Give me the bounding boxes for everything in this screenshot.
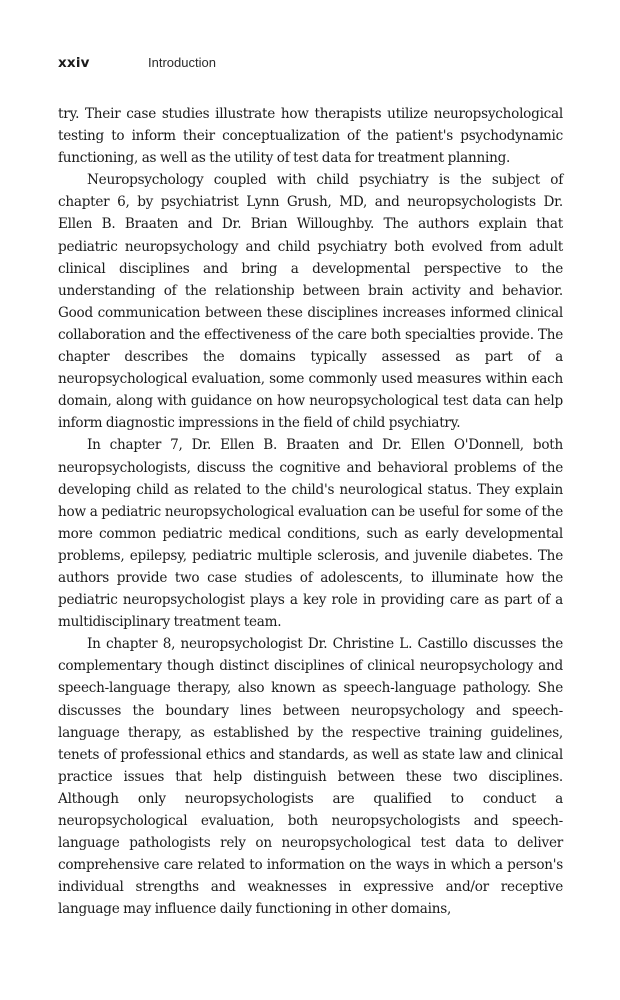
paragraph-chapter-6: Neuropsychology coupled with child psychiatry is the subject of chapter 6, by psychiatrist Lynn Grush, MD, and neuropsychologists Dr. Ellen B. Braaten and Dr. Brian Willoughby. The authors explain that pediatric neuropsychology and child psychiatry both evolved from adult clinical disciplines and bring a developmental perspective to the understanding of the relationship between brain activity and behavior. Good communication between these disciplines increases informed clinical collaboration and the effectiveness of the care both specialties provide. The chapter describes the domains typically assessed as part of a neuropsychological evaluation, some commonly used measures within each domain, along with guidance on how neuropsychological test data can help inform diagnostic impressions in the field of child psychiatry. [58,172,563,432]
page-number: xxiv [58,55,90,71]
running-head [58,55,563,75]
body-text [58,103,563,920]
paragraph-chapter-8: In chapter 8, neuropsychologist Dr. Christine L. Castillo discusses the complementary though distinct disciplines of clinical neuropsychology and speech-language therapy, also known as speech-language pathology. She discusses the boundary lines between neuropsychology and speech-language therapy, as established by the respective training guidelines, tenets of professional ethics and standards, as well as state law and clinical practice issues that help distinguish between these two disciplines. Although only neuropsychologists are qualified to conduct a neuropsychological evaluation, both neuropsychologists and speech-language pathologists rely on neuropsychological test data to deliver comprehensive care related to information on the ways in which a person's individual strengths and weaknesses in expressive and/or receptive language may influence daily functioning in other domains, [58,636,563,918]
paragraph-continued: try. Their case studies illustrate how therapists utilize neuropsychological testing to inform their conceptualization of the patient's psychodynamic functioning, as well as the utility of test data for treatment planning. [58,106,563,167]
paragraph-chapter-7: In chapter 7, Dr. Ellen B. Braaten and Dr. Ellen O'Donnell, both neuropsychologists, discuss the cognitive and behavioral problems of the developing child as related to the child's neurological status. They explain how a pediatric neuropsychological evaluation can be useful for some of the more common pediatric medical conditions, such as early developmental problems, epilepsy, pediatric multiple sclerosis, and juvenile diabetes. The authors provide two case studies of adolescents, to illuminate how the pediatric neuropsychologist plays a key role in providing care as part of a multidisciplinary treatment team. [58,437,563,631]
section-title: Introduction [148,55,216,70]
